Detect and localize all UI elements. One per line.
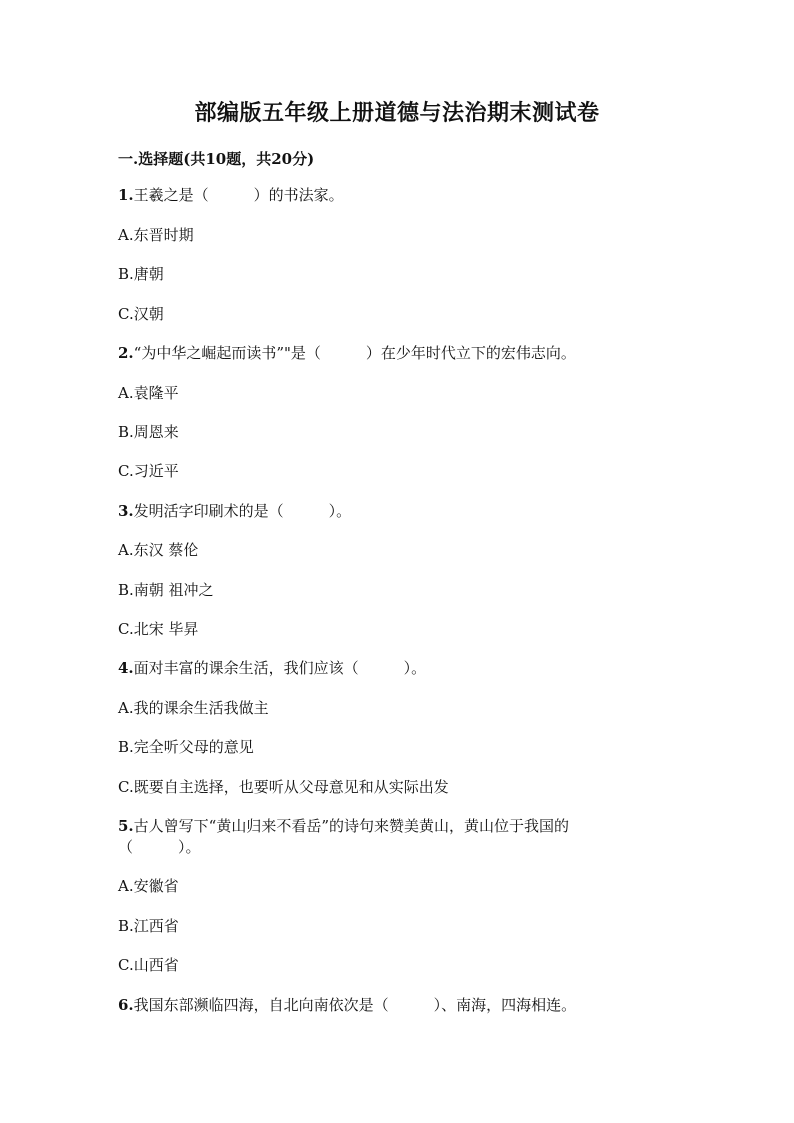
- question-3: [118, 501, 351, 521]
- option-5c: C.山西省: [118, 956, 179, 974]
- question-5: [118, 816, 569, 836]
- option-3b: B.南朝 祖冲之: [118, 581, 214, 599]
- question-5-continuation: （ ）。: [118, 838, 201, 856]
- question-text: 我国东部濒临四海，自北向南依次是（ ）、南海，四海相连。: [133, 996, 577, 1014]
- option-4c: C.既要自主选择，也要听从父母意见和从实际出发: [118, 778, 449, 796]
- option-2c: C.习近平: [118, 462, 179, 480]
- option-1b: B.唐朝: [118, 265, 164, 283]
- option-2a: A.袁隆平: [118, 384, 179, 402]
- page-title: 部编版五年级上册道德与法治期末测试卷: [194, 100, 600, 126]
- question-number: 3.: [118, 502, 134, 520]
- question-1: [118, 185, 344, 205]
- option-5b: B.江西省: [118, 917, 179, 935]
- question-text: 王羲之是（ ）的书法家。: [133, 186, 344, 204]
- option-3c: C.北宋 毕昇: [118, 620, 199, 638]
- question-4: [118, 658, 426, 678]
- question-text: 古人曾写下“黄山归来不看岳”的诗句来赞美黄山，黄山位于我国的: [133, 817, 570, 835]
- question-number: 4.: [118, 659, 134, 677]
- option-5a: A.安徽省: [118, 877, 179, 895]
- question-6: [118, 995, 576, 1015]
- option-1c: C.汉朝: [118, 305, 164, 323]
- question-2: [118, 343, 576, 363]
- section-heading: 一.选择题(共10题，共20分): [118, 150, 315, 168]
- question-number: 2.: [118, 344, 134, 362]
- option-4b: B.完全听父母的意见: [118, 738, 254, 756]
- question-text: 发明活字印刷术的是（ ）。: [133, 502, 352, 520]
- question-text: “为中华之崛起而读书”"是（ ）在少年时代立下的宏伟志向。: [133, 344, 576, 362]
- question-text: 面对丰富的课余生活，我们应该（ ）。: [133, 659, 427, 677]
- question-number: 6.: [118, 996, 134, 1014]
- option-3a: A.东汉 蔡伦: [118, 541, 199, 559]
- option-1a: A.东晋时期: [118, 226, 194, 244]
- question-number: 1.: [118, 186, 134, 204]
- option-2b: B.周恩来: [118, 423, 179, 441]
- question-number: 5.: [118, 817, 134, 835]
- option-4a: A.我的课余生活我做主: [118, 699, 269, 717]
